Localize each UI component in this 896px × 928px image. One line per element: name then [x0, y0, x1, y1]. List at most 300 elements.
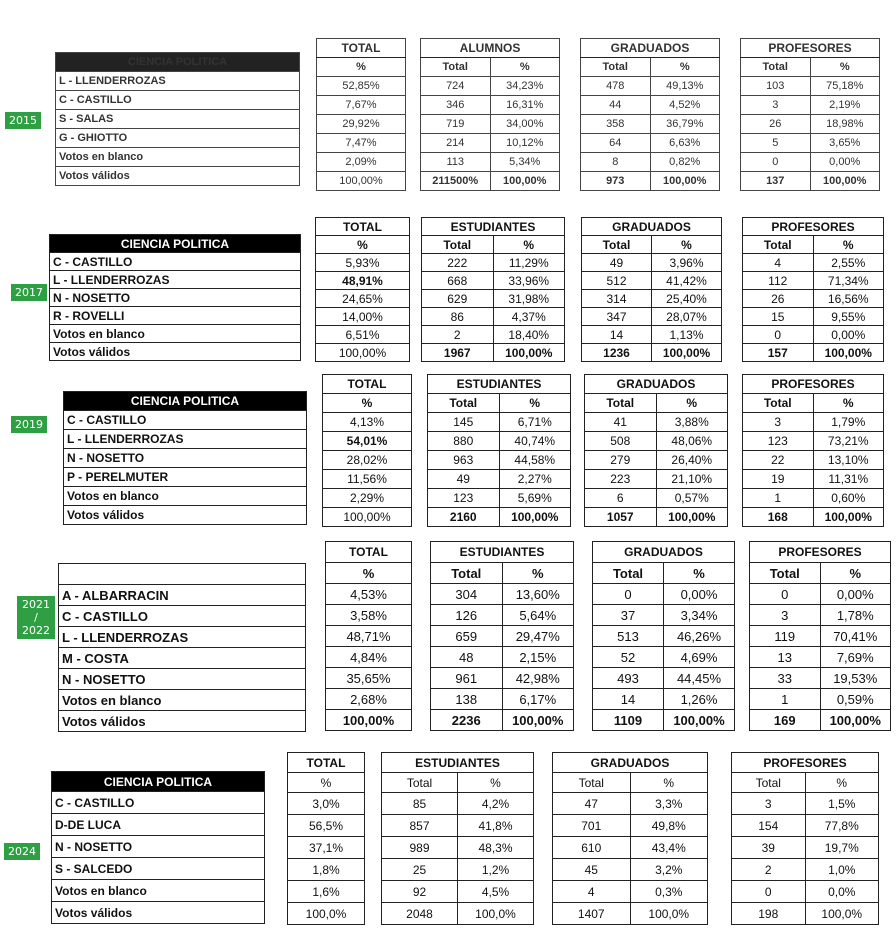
vote-count: 26 — [741, 115, 811, 134]
vote-count: 103 — [741, 77, 811, 96]
vote-percent: 19,53% — [820, 668, 891, 689]
group-caption: GRADUADOS — [553, 753, 708, 773]
total-percent: 2,68% — [326, 689, 412, 710]
vote-count: 668 — [422, 272, 494, 290]
percent-header: % — [810, 58, 880, 77]
vote-count: 49 — [582, 254, 652, 272]
group-caption: GRADUADOS — [581, 39, 720, 58]
table-row — [553, 837, 708, 859]
candidate-name: Votos en blanco — [56, 148, 300, 167]
vote-count: 44 — [581, 96, 651, 115]
vote-percent: 3,88% — [656, 413, 728, 432]
vote-count: 15 — [743, 308, 814, 326]
count-header: Total — [732, 773, 806, 793]
total-percent: 37,1% — [288, 837, 365, 859]
vote-percent: 71,34% — [813, 272, 884, 290]
count-header: Total — [750, 563, 821, 584]
vote-percent: 42,98% — [502, 668, 574, 689]
vote-percent: 5,34% — [490, 153, 560, 172]
table-row — [288, 793, 365, 815]
vote-count: 3 — [741, 96, 811, 115]
vote-percent: 1,5% — [805, 793, 879, 815]
vote-percent: 100,00% — [810, 172, 880, 191]
count-header: Total — [428, 394, 500, 413]
count-header: Total — [382, 773, 458, 793]
total-percent: 4,84% — [326, 647, 412, 668]
vote-count: 92 — [382, 881, 458, 903]
vote-percent: 44,58% — [499, 451, 571, 470]
percent-header: % — [317, 58, 406, 77]
vote-percent: 18,40% — [493, 326, 565, 344]
table-row — [732, 903, 879, 925]
vote-count: 5 — [741, 134, 811, 153]
vote-count: 113 — [421, 153, 491, 172]
vote-count: 126 — [431, 605, 503, 626]
percent-header: % — [490, 58, 560, 77]
candidate-name: L - LLENDERROZAS — [64, 430, 307, 449]
total-percent: 2,29% — [323, 489, 412, 508]
candidate-name: R - ROVELLI — [50, 307, 301, 325]
table-row — [288, 881, 365, 903]
vote-percent: 100,0% — [458, 903, 534, 925]
total-percent: 1,6% — [288, 881, 365, 903]
vote-percent: 34,00% — [490, 115, 560, 134]
vote-count: 1109 — [593, 710, 664, 731]
vote-percent: 1,0% — [805, 859, 879, 881]
total-percent: 2,09% — [317, 153, 406, 172]
table-row — [382, 793, 534, 815]
vote-percent: 41,8% — [458, 815, 534, 837]
table-row — [732, 837, 879, 859]
vote-percent: 73,21% — [813, 432, 884, 451]
count-header: Total — [421, 58, 491, 77]
vote-percent: 100,00% — [499, 508, 571, 527]
vote-count: 119 — [750, 626, 821, 647]
vote-count: 304 — [431, 584, 503, 605]
candidate-name: L - LLENDERROZAS — [59, 627, 306, 648]
table-row — [732, 859, 879, 881]
vote-count: 45 — [553, 859, 631, 881]
vote-count: 214 — [421, 134, 491, 153]
vote-count: 1967 — [422, 344, 494, 362]
vote-count: 880 — [428, 432, 500, 451]
vote-count: 0 — [741, 153, 811, 172]
vote-percent: 100,0% — [630, 903, 708, 925]
vote-percent: 4,37% — [493, 308, 565, 326]
vote-count: 719 — [421, 115, 491, 134]
vote-percent: 48,06% — [656, 432, 728, 451]
percent-header: % — [502, 563, 574, 584]
table-row — [52, 858, 265, 880]
total-percent: 100,00% — [316, 344, 410, 362]
vote-count: 157 — [743, 344, 814, 362]
group-caption: ESTUDIANTES — [382, 753, 534, 773]
candidate-name: Votos en blanco — [59, 690, 306, 711]
vote-count: 2 — [422, 326, 494, 344]
vote-count: 963 — [428, 451, 500, 470]
total-percent: 52,85% — [317, 77, 406, 96]
vote-count: 0 — [743, 326, 814, 344]
vote-percent: 0,00% — [820, 584, 891, 605]
table-row — [553, 793, 708, 815]
candidate-name: G - GHIOTTO — [56, 129, 300, 148]
vote-percent: 100,00% — [813, 508, 884, 527]
total-percent: 35,65% — [326, 668, 412, 689]
table-row — [52, 814, 265, 836]
percent-header: % — [493, 236, 565, 254]
candidate-name: Votos en blanco — [52, 880, 265, 902]
vote-count: 347 — [582, 308, 652, 326]
vote-count: 2 — [732, 859, 806, 881]
vote-count: 169 — [750, 710, 821, 731]
candidate-name: N - NOSETTO — [50, 289, 301, 307]
total-percent: 100,00% — [323, 508, 412, 527]
candidate-name: D-DE LUCA — [52, 814, 265, 836]
percent-header: % — [813, 394, 884, 413]
vote-percent: 49,13% — [650, 77, 720, 96]
vote-count: 48 — [431, 647, 503, 668]
percent-header: % — [316, 236, 410, 254]
vote-percent: 2,27% — [499, 470, 571, 489]
table-row — [288, 903, 365, 925]
vote-count: 493 — [593, 668, 664, 689]
vote-count: 973 — [581, 172, 651, 191]
vote-percent: 6,17% — [502, 689, 574, 710]
vote-percent: 5,64% — [502, 605, 574, 626]
vote-count: 123 — [743, 432, 814, 451]
vote-count: 6 — [585, 489, 657, 508]
faculty-header: CIENCIA POLITICA — [52, 772, 265, 792]
vote-count: 724 — [421, 77, 491, 96]
total-percent: 3,0% — [288, 793, 365, 815]
vote-percent: 100,00% — [656, 508, 728, 527]
vote-count: 358 — [581, 115, 651, 134]
percent-header: % — [656, 394, 728, 413]
total-caption: TOTAL — [326, 542, 412, 563]
total-percent: 54,01% — [323, 432, 412, 451]
vote-percent: 3,65% — [810, 134, 880, 153]
count-header: Total — [422, 236, 494, 254]
total-percent: 29,92% — [317, 115, 406, 134]
vote-percent: 0,60% — [813, 489, 884, 508]
candidate-name: C - CASTILLO — [52, 792, 265, 814]
total-caption: TOTAL — [316, 218, 410, 236]
candidate-name: C - CASTILLO — [64, 411, 307, 430]
vote-count: 2048 — [382, 903, 458, 925]
total-percent: 7,47% — [317, 134, 406, 153]
percent-header: % — [630, 773, 708, 793]
vote-count: 39 — [732, 837, 806, 859]
count-header: Total — [741, 58, 811, 77]
vote-percent: 16,31% — [490, 96, 560, 115]
table-row — [382, 859, 534, 881]
vote-percent: 100,00% — [820, 710, 891, 731]
count-header: Total — [553, 773, 631, 793]
vote-percent: 48,3% — [458, 837, 534, 859]
vote-percent: 75,18% — [810, 77, 880, 96]
vote-percent: 100,00% — [490, 172, 560, 191]
vote-count: 512 — [582, 272, 652, 290]
group-caption: GRADUADOS — [582, 218, 722, 236]
vote-percent: 0,82% — [650, 153, 720, 172]
vote-percent: 3,2% — [630, 859, 708, 881]
vote-percent: 10,12% — [490, 134, 560, 153]
faculty-header: CIENCIA POLITICA — [56, 53, 300, 72]
candidate-name: A - ALBARRACIN — [59, 585, 306, 606]
vote-percent: 43,4% — [630, 837, 708, 859]
vote-percent: 31,98% — [493, 290, 565, 308]
vote-count: 123 — [428, 489, 500, 508]
vote-count: 13 — [750, 647, 821, 668]
total-percent: 3,58% — [326, 605, 412, 626]
total-percent: 6,51% — [316, 326, 410, 344]
vote-count: 211500% — [421, 172, 491, 191]
vote-count: 25 — [382, 859, 458, 881]
group-caption: GRADUADOS — [585, 375, 728, 394]
vote-percent: 1,2% — [458, 859, 534, 881]
vote-percent: 26,40% — [656, 451, 728, 470]
count-header: Total — [743, 236, 814, 254]
vote-percent: 2,19% — [810, 96, 880, 115]
group-caption: ESTUDIANTES — [422, 218, 565, 236]
vote-count: 168 — [743, 508, 814, 527]
candidate-name: L - LLENDERROZAS — [50, 271, 301, 289]
vote-percent: 0,00% — [810, 153, 880, 172]
group-caption: ESTUDIANTES — [431, 542, 574, 563]
total-percent: 5,93% — [316, 254, 410, 272]
year-label: 2021 / 2022 — [17, 596, 55, 639]
total-percent: 100,0% — [288, 903, 365, 925]
group-caption: PROFESORES — [750, 542, 891, 563]
percent-header: % — [652, 236, 722, 254]
table-row — [732, 793, 879, 815]
total-percent: 28,02% — [323, 451, 412, 470]
vote-count: 0 — [732, 881, 806, 903]
vote-count: 145 — [428, 413, 500, 432]
vote-percent: 3,3% — [630, 793, 708, 815]
total-percent: 100,00% — [317, 172, 406, 191]
vote-percent: 21,10% — [656, 470, 728, 489]
total-percent: 7,67% — [317, 96, 406, 115]
vote-percent: 36,79% — [650, 115, 720, 134]
vote-count: 513 — [593, 626, 664, 647]
group-caption: PROFESORES — [743, 375, 884, 394]
vote-count: 989 — [382, 837, 458, 859]
vote-count: 85 — [382, 793, 458, 815]
vote-percent: 19,7% — [805, 837, 879, 859]
table-row — [732, 881, 879, 903]
vote-percent: 11,29% — [493, 254, 565, 272]
vote-count: 279 — [585, 451, 657, 470]
group-table-profesores — [731, 752, 879, 925]
table-row — [553, 881, 708, 903]
candidate-name: C - CASTILLO — [59, 606, 306, 627]
candidate-name: Votos en blanco — [50, 325, 301, 343]
candidate-name: Votos válidos — [50, 343, 301, 361]
vote-percent: 4,69% — [664, 647, 735, 668]
group-table-graduados — [552, 752, 708, 925]
vote-percent: 1,13% — [652, 326, 722, 344]
table-row — [553, 859, 708, 881]
table-row — [553, 815, 708, 837]
vote-percent: 18,98% — [810, 115, 880, 134]
group-table-estudiantes — [381, 752, 534, 925]
vote-count: 22 — [743, 451, 814, 470]
vote-count: 4 — [743, 254, 814, 272]
vote-percent: 100,00% — [650, 172, 720, 191]
percent-header: % — [499, 394, 571, 413]
vote-percent: 6,71% — [499, 413, 571, 432]
vote-percent: 4,52% — [650, 96, 720, 115]
vote-percent: 1,79% — [813, 413, 884, 432]
vote-count: 0 — [593, 584, 664, 605]
vote-percent: 33,96% — [493, 272, 565, 290]
vote-percent: 100,00% — [813, 344, 884, 362]
table-row — [382, 815, 534, 837]
total-table — [287, 752, 365, 925]
count-header: Total — [585, 394, 657, 413]
candidate-name: Votos en blanco — [64, 487, 307, 506]
vote-count: 1 — [750, 689, 821, 710]
vote-count: 629 — [422, 290, 494, 308]
year-label: 2019 — [11, 416, 47, 433]
vote-count: 26 — [743, 290, 814, 308]
table-row — [52, 836, 265, 858]
vote-count: 3 — [732, 793, 806, 815]
vote-count: 3 — [750, 605, 821, 626]
table-row — [52, 880, 265, 902]
vote-count: 961 — [431, 668, 503, 689]
group-caption: ALUMNOS — [421, 39, 560, 58]
vote-count: 19 — [743, 470, 814, 489]
vote-percent: 44,45% — [664, 668, 735, 689]
faculty-header: CIENCIA POLITICA — [50, 235, 301, 253]
candidate-name: N - NOSETTO — [59, 669, 306, 690]
table-row — [382, 881, 534, 903]
vote-count: 659 — [431, 626, 503, 647]
year-label: 2017 — [11, 284, 47, 301]
table-row — [288, 837, 365, 859]
table-row — [52, 902, 265, 924]
vote-percent: 1,78% — [820, 605, 891, 626]
vote-count: 346 — [421, 96, 491, 115]
percent-header: % — [458, 773, 534, 793]
vote-percent: 34,23% — [490, 77, 560, 96]
vote-percent: 0,00% — [813, 326, 884, 344]
vote-percent: 40,74% — [499, 432, 571, 451]
vote-percent: 6,63% — [650, 134, 720, 153]
candidate-name: N - NOSETTO — [52, 836, 265, 858]
vote-percent: 4,2% — [458, 793, 534, 815]
vote-percent: 77,8% — [805, 815, 879, 837]
vote-count: 701 — [553, 815, 631, 837]
vote-count: 112 — [743, 272, 814, 290]
total-caption: TOTAL — [288, 753, 365, 773]
vote-percent: 49,8% — [630, 815, 708, 837]
vote-percent: 70,41% — [820, 626, 891, 647]
vote-count: 610 — [553, 837, 631, 859]
vote-count: 314 — [582, 290, 652, 308]
vote-count: 138 — [431, 689, 503, 710]
table-row — [288, 859, 365, 881]
vote-percent: 5,69% — [499, 489, 571, 508]
vote-percent: 0,0% — [805, 881, 879, 903]
vote-count: 1236 — [582, 344, 652, 362]
vote-percent: 9,55% — [813, 308, 884, 326]
group-caption: GRADUADOS — [593, 542, 735, 563]
table-row — [382, 903, 534, 925]
candidate-name: N - NOSETTO — [64, 449, 307, 468]
vote-count: 137 — [741, 172, 811, 191]
vote-count: 222 — [422, 254, 494, 272]
group-caption: PROFESORES — [732, 753, 879, 773]
total-percent: 48,71% — [326, 626, 412, 647]
vote-count: 857 — [382, 815, 458, 837]
table-row — [382, 837, 534, 859]
percent-header: % — [326, 563, 412, 584]
percent-header: % — [288, 773, 365, 793]
vote-percent: 100,00% — [502, 710, 574, 731]
vote-percent: 0,00% — [664, 584, 735, 605]
candidate-name: C - CASTILLO — [50, 253, 301, 271]
vote-count: 3 — [743, 413, 814, 432]
count-header: Total — [431, 563, 503, 584]
vote-count: 14 — [582, 326, 652, 344]
vote-count: 14 — [593, 689, 664, 710]
total-percent: 56,5% — [288, 815, 365, 837]
table-row — [732, 815, 879, 837]
candidates-table — [51, 771, 265, 924]
vote-count: 8 — [581, 153, 651, 172]
total-percent: 100,00% — [326, 710, 412, 731]
group-caption: PROFESORES — [743, 218, 884, 236]
total-percent: 11,56% — [323, 470, 412, 489]
percent-header: % — [323, 394, 412, 413]
vote-count: 0 — [750, 584, 821, 605]
candidate-name: S - SALAS — [56, 110, 300, 129]
group-caption: PROFESORES — [741, 39, 880, 58]
vote-count: 478 — [581, 77, 651, 96]
vote-percent: 3,96% — [652, 254, 722, 272]
vote-percent: 3,34% — [664, 605, 735, 626]
candidate-name: L - LLENDERROZAS — [56, 72, 300, 91]
vote-percent: 2,15% — [502, 647, 574, 668]
candidate-name: S - SALCEDO — [52, 858, 265, 880]
vote-count: 198 — [732, 903, 806, 925]
vote-percent: 2,55% — [813, 254, 884, 272]
total-percent: 48,91% — [316, 272, 410, 290]
candidate-name: C - CASTILLO — [56, 91, 300, 110]
candidate-name: P - PERELMUTER — [64, 468, 307, 487]
count-header: Total — [581, 58, 651, 77]
vote-count: 52 — [593, 647, 664, 668]
vote-percent: 0,3% — [630, 881, 708, 903]
vote-percent: 41,42% — [652, 272, 722, 290]
vote-percent: 13,60% — [502, 584, 574, 605]
vote-count: 41 — [585, 413, 657, 432]
vote-percent: 1,26% — [664, 689, 735, 710]
total-percent: 4,13% — [323, 413, 412, 432]
vote-percent: 100,00% — [652, 344, 722, 362]
vote-percent: 16,56% — [813, 290, 884, 308]
candidate-name: Votos válidos — [59, 711, 306, 732]
vote-percent: 0,57% — [656, 489, 728, 508]
vote-count: 49 — [428, 470, 500, 489]
vote-count: 2236 — [431, 710, 503, 731]
candidate-name: Votos válidos — [56, 167, 300, 186]
vote-count: 33 — [750, 668, 821, 689]
vote-count: 1 — [743, 489, 814, 508]
